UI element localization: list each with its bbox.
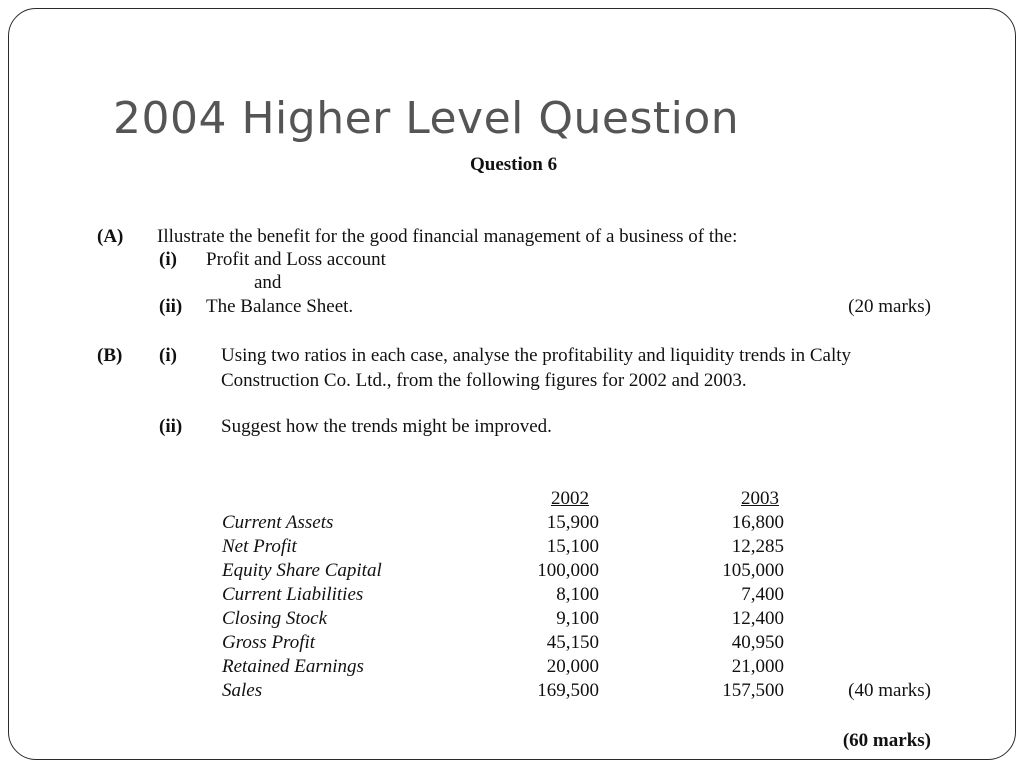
part-b-ii-text: Suggest how the trends might be improved. bbox=[221, 416, 552, 437]
row-label-sales: Sales bbox=[222, 680, 263, 701]
part-a-ii-text: The Balance Sheet. bbox=[206, 296, 354, 317]
part-b-marks: (40 marks) bbox=[848, 680, 931, 701]
row-label-net-profit: Net Profit bbox=[222, 536, 297, 557]
row-value-2003: 12,285 bbox=[731, 536, 784, 557]
part-b-i-label: (i) bbox=[159, 345, 177, 366]
row-value-2003: 105,000 bbox=[722, 560, 784, 581]
row-label-closing-stock: Closing Stock bbox=[222, 608, 328, 629]
part-a-and: and bbox=[254, 272, 282, 293]
row-label-gross-profit: Gross Profit bbox=[222, 632, 316, 653]
slide-frame bbox=[8, 8, 1016, 760]
row-value-2002: 100,000 bbox=[537, 560, 599, 581]
part-a-ii-label: (ii) bbox=[159, 296, 183, 317]
row-value-2002: 169,500 bbox=[537, 680, 599, 701]
table-header-2003: 2003 bbox=[741, 488, 779, 509]
row-value-2003: 21,000 bbox=[731, 656, 784, 677]
row-value-2003: 12,400 bbox=[731, 608, 784, 629]
question-heading: Question 6 bbox=[470, 154, 558, 175]
part-a-i-text: Profit and Loss account bbox=[206, 249, 386, 270]
part-a-i-label: (i) bbox=[159, 249, 177, 270]
row-value-2002: 15,900 bbox=[546, 512, 599, 533]
part-a-text: Illustrate the benefit for the good financial management of a business of the: bbox=[157, 226, 738, 247]
row-value-2003: 157,500 bbox=[722, 680, 784, 701]
row-value-2002: 9,100 bbox=[556, 608, 599, 629]
row-value-2003: 16,800 bbox=[731, 512, 784, 533]
row-value-2003: 7,400 bbox=[741, 584, 784, 605]
part-b-ii-label: (ii) bbox=[159, 416, 183, 437]
row-value-2002: 20,000 bbox=[546, 656, 599, 677]
row-label-current-liabilities: Current Liabilities bbox=[222, 584, 364, 605]
row-label-current-assets: Current Assets bbox=[222, 512, 334, 533]
row-label-retained-earnings: Retained Earnings bbox=[222, 656, 364, 677]
part-a-marks: (20 marks) bbox=[848, 296, 931, 317]
row-value-2002: 45,150 bbox=[546, 632, 599, 653]
slide-title: 2004 Higher Level Question bbox=[113, 93, 740, 144]
total-marks: (60 marks) bbox=[842, 730, 931, 751]
part-b-label: (B) bbox=[97, 345, 123, 366]
row-value-2002: 8,100 bbox=[556, 584, 599, 605]
part-b-i-line1: Using two ratios in each case, analyse the profitability and liquidity trends in Calty bbox=[221, 345, 852, 366]
row-label-equity-share-capital: Equity Share Capital bbox=[222, 560, 382, 581]
row-value-2002: 15,100 bbox=[546, 536, 599, 557]
table-header-2002: 2002 bbox=[551, 488, 589, 509]
part-a-label: (A) bbox=[97, 226, 124, 247]
part-b-i-line2: Construction Co. Ltd., from the following figures for 2002 and 2003. bbox=[221, 370, 747, 391]
row-value-2003: 40,950 bbox=[731, 632, 784, 653]
